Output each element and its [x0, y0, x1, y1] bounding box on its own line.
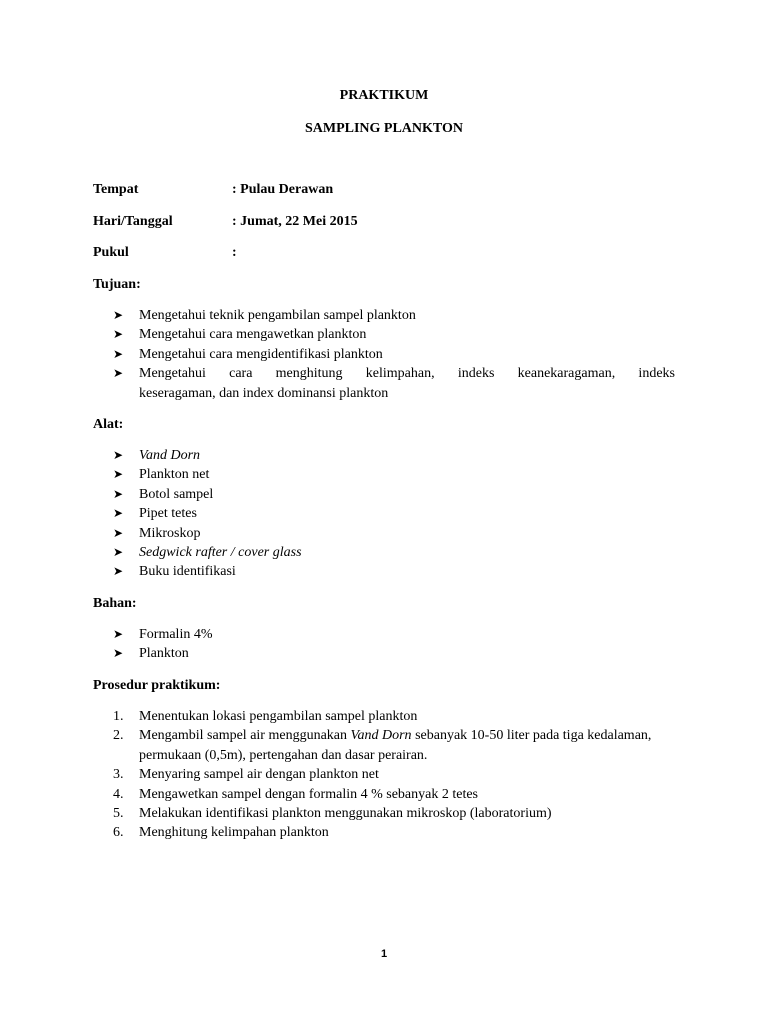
list-item-text: Sedgwick rafter / cover glass [139, 545, 302, 561]
list-item [113, 625, 675, 644]
bahan-list [113, 625, 675, 664]
list-item [113, 446, 675, 465]
alat-heading: Alat: [93, 417, 124, 432]
list-item-text: Plankton [139, 646, 189, 662]
info-label-pukul: Pukul [93, 245, 129, 260]
document-subtitle: SAMPLING PLANKTON [304, 121, 464, 136]
list-number: 1. [113, 709, 124, 724]
list-number: 6. [113, 825, 124, 841]
list-item [113, 562, 675, 581]
list-item-text: Menentukan lokasi pengambilan sampel plankton [139, 709, 418, 724]
list-item-text: Mikroskop [139, 525, 201, 541]
list-item-text: Botol sampel [139, 486, 214, 502]
list-item [113, 707, 653, 726]
arrowhead-bullet-icon: ➤ [113, 506, 124, 521]
arrowhead-bullet-icon: ➤ [113, 346, 124, 361]
arrowhead-bullet-icon: ➤ [113, 486, 124, 501]
bahan-heading: Bahan: [93, 596, 137, 611]
list-number: 3. [113, 767, 124, 783]
list-item-continuation [113, 384, 675, 403]
list-item-text: keseragaman, dan index dominansi plankton [139, 385, 389, 401]
arrowhead-bullet-icon: ➤ [113, 308, 124, 322]
list-item-text: Buku identifikasi [139, 564, 236, 580]
list-item [113, 485, 675, 504]
list-item [113, 465, 675, 484]
arrowhead-bullet-icon: ➤ [113, 564, 124, 579]
prosedur-heading: Prosedur praktikum: [93, 678, 221, 693]
arrowhead-bullet-icon: ➤ [113, 545, 124, 560]
list-item-text: Plankton net [139, 467, 210, 483]
list-item-text: Vand Dorn [139, 448, 201, 463]
list-item-text: Mengetahui teknik pengambilan sampel plankton [139, 308, 416, 323]
list-item [113, 804, 653, 823]
list-item-text: Mengetahui cara mengawetkan plankton [139, 327, 367, 343]
list-item-text: Mengawetkan sampel dengan formalin 4 % sebanyak 2 tetes [139, 786, 479, 802]
list-item-text-pre: Mengambil sampel air menggunakan [139, 728, 351, 744]
list-item [113, 644, 675, 663]
list-item [113, 306, 675, 325]
page-number: 1 [380, 948, 388, 960]
arrowhead-bullet-icon: ➤ [113, 327, 124, 342]
list-item-text: Melakukan identifikasi plankton menggunakan mikroskop (laboratorium) [139, 806, 552, 822]
list-item [113, 823, 653, 842]
arrowhead-bullet-icon: ➤ [113, 525, 124, 540]
tujuan-list [113, 306, 675, 403]
info-value-hari-tanggal: : Jumat, 22 Mei 2015 [232, 214, 358, 229]
list-item-text-post: sebanyak 10-50 liter pada tiga kedalaman, permukaan (0,5m), pertengahan dan dasar perairan. [139, 728, 652, 763]
arrowhead-bullet-icon: ➤ [113, 646, 124, 661]
list-item-text: Menyaring sampel air dengan plankton net [139, 767, 379, 783]
list-number: 5. [113, 806, 124, 822]
list-item-text: Mengetahui cara menghitung kelimpahan, indeks keanekaragaman, indeks [139, 366, 675, 382]
info-value-tempat: : Pulau Derawan [232, 182, 334, 197]
info-label-hari-tanggal: Hari/Tanggal [93, 214, 173, 229]
list-item-text: Menghitung kelimpahan plankton [139, 825, 329, 841]
list-number: 4. [113, 786, 124, 802]
list-item [113, 543, 675, 562]
list-item [113, 765, 653, 784]
list-item [113, 364, 675, 383]
list-item [113, 345, 675, 364]
list-item-text-italic: Vand Dorn [350, 728, 412, 744]
list-item [113, 325, 675, 344]
list-item-text: Formalin 4% [139, 627, 213, 642]
list-item [113, 785, 653, 804]
info-label-tempat: Tempat [93, 182, 139, 197]
arrowhead-bullet-icon: ➤ [113, 627, 124, 641]
list-item [113, 524, 675, 543]
tujuan-heading: Tujuan: [93, 277, 141, 292]
list-number: 2. [113, 728, 124, 744]
list-item [113, 504, 675, 523]
arrowhead-bullet-icon: ➤ [113, 448, 124, 462]
list-item-text: Mengetahui cara mengidentifikasi plankton [139, 346, 383, 362]
alat-list [113, 446, 675, 582]
list-item [113, 726, 653, 765]
info-value-pukul: : [232, 245, 237, 260]
arrowhead-bullet-icon: ➤ [113, 366, 124, 381]
document-title: PRAKTIKUM [339, 88, 429, 103]
list-item-text: Pipet tetes [139, 506, 197, 522]
arrowhead-bullet-icon: ➤ [113, 467, 124, 482]
prosedur-list [113, 707, 653, 843]
